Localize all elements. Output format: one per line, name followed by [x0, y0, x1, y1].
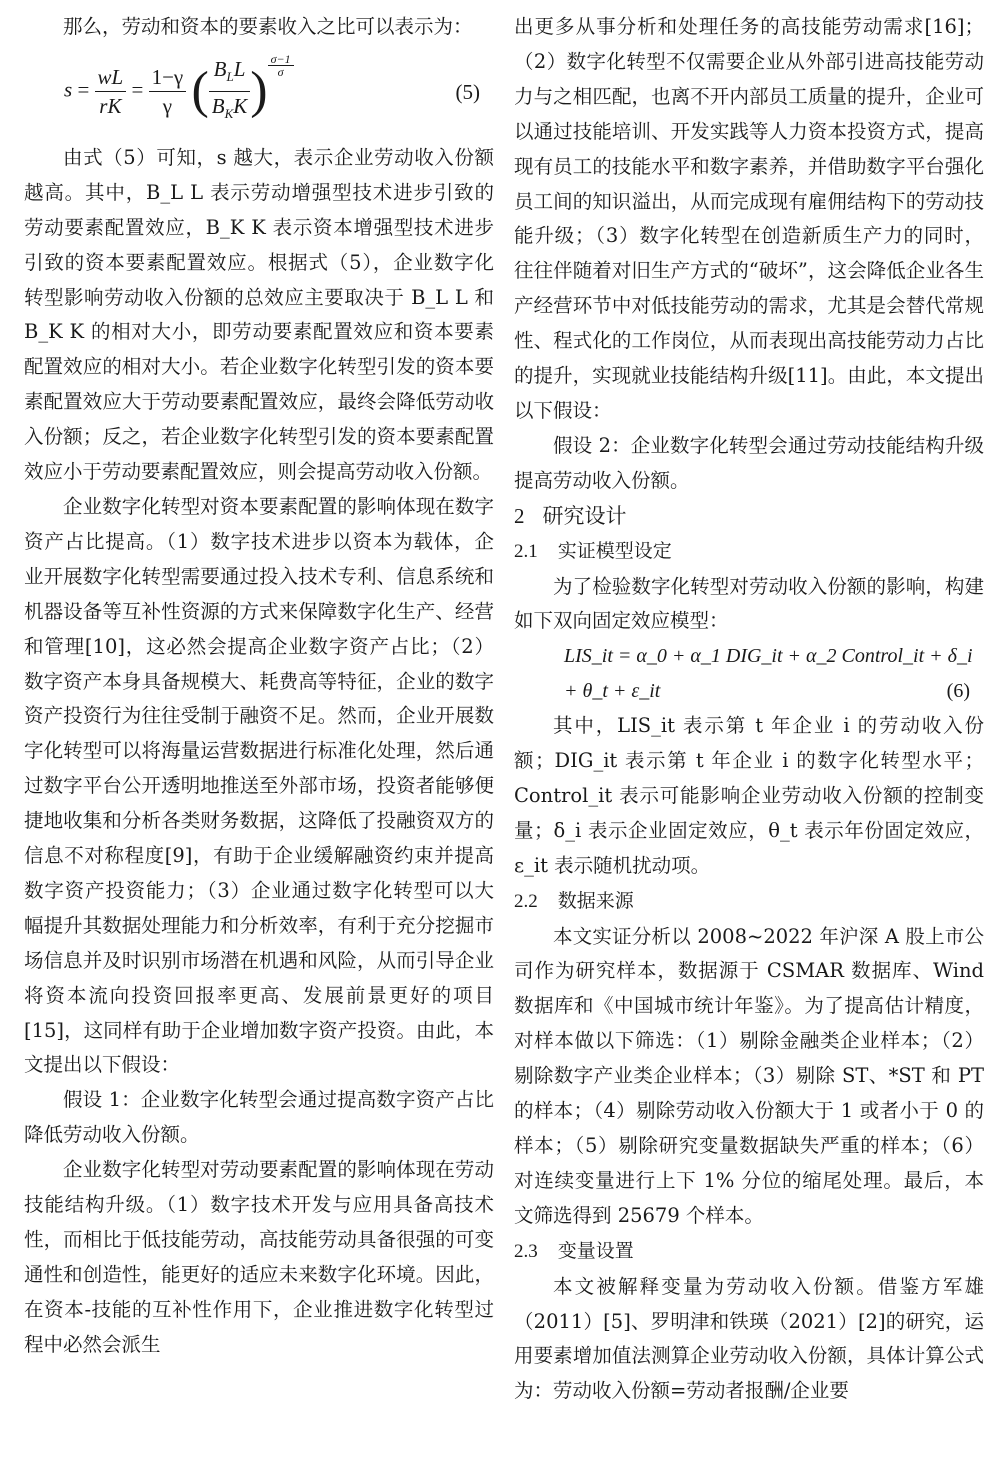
paragraph-3-continued: 出更多从事分析和处理任务的高技能劳动需求[16]；（2）数字化转型不仅需要企业从外部引进高技能劳动力与之相匹配，也离不开内部员工质量的提升，企业可以通过技能培训、开发实践等人力资本投资方式，提高现有员工的技能水平和数字素养，并借助数字平台强化员工间的知识溢出，从而完成现有雇佣结构下的劳动技能升级；（3）数字化转型在创造新质生产力的同时，往往伴随着对旧生产方式的“破坏”，这会降低企业各生产经营环节中对低技能劳动的需求，尤其是会替代常规性、程式化的工作岗位，从而表现出高技能劳动力占比的提升，实现就业技能结构升级[11]。由此，本文提出以下假设： [514, 15, 984, 422]
paragraph-1: 由式（5）可知，s 越大，表示企业劳动收入份额越高。其中，B_L L 表示劳动增强型技术进步引致的劳动要素配置效应，B_K K 表示资本增强型技术进步引致的资本要素配置效应。根据式（5），企业数字化转型影响劳动收入份额的总效应主要取决于 B_L L 和 B_K K 的相对大小，即劳动要素配置效应和资本要素配置效应的相对大小。若企业数字化转型引发的资本要素配置效应大于劳动要素配置效应，最终会降低劳动收入份额；反之，若企业数字化转型引发的资本要素配置效应小于劳动要素配置效应，则会提高劳动收入份额。 [24, 145, 494, 484]
section-heading-2-3: 2.3 变量设置 [514, 1239, 634, 1262]
paragraph-3: 企业数字化转型对劳动要素配置的影响体现在劳动技能结构升级。（1）数字技术开发与应用具备高技术性，而相比于低技能劳动，高技能劳动具备很强的可变通性和创造性，能更好的适应未来数字化环境。因此，在资本-技能的互补性作用下，企业推进数字化转型过程中必然会派生 [24, 1158, 494, 1356]
formula-5: s = $\frac{wL}{rK}$ = $\frac{1-\gamma}{\gamma}$ ( $\frac{B_LL}{B_KK}$ ) $\frac{\sigma-1}{\sigma}$ (5) [24, 45, 494, 141]
section-heading-2: 2 研究设计 [514, 503, 627, 528]
formula-5-frac-2: $\frac{1-\gamma}{\gamma}$ [149, 63, 187, 120]
formula-5-number: (5) [455, 79, 480, 104]
paragraph-7: 本文被解释变量为劳动收入份额。借鉴方军雄（2011）[5]、罗明津和铁瑛（2021）[2]的研究，运用要素增加值法测算企业劳动收入份额，具体计算公式为：劳动收入份额=劳动者报酬/企业要 [514, 1274, 984, 1403]
formula-5-frac-3: $\frac{B_LL}{B_KK}$ [209, 55, 251, 128]
formula-5-exponent: $\frac{\sigma-1}{\sigma}$ [268, 53, 294, 78]
hypothesis-2: 假设 2：企业数字化转型会通过劳动技能结构升级提高劳动收入份额。 [514, 433, 984, 492]
section-heading-2-1: 2.1 实证模型设定 [514, 539, 672, 562]
hypothesis-1: 假设 1：企业数字化转型会通过提高数字资产占比降低劳动收入份额。 [24, 1088, 494, 1147]
paragraph-2: 企业数字化转型对资本要素配置的影响体现在数字资产占比提高。（1）数字技术进步以资本为载体，企业开展数字化转型需要通过投入技术专利、信息系统和机器设备等互补性资源的方式来保障数字化生产、经营和管理[10]，这必然会提高企业数字资产占比；（2）数字资产本身具备规模大、耗费高等特征，企业的数字资产投资行为往往受制于融资不足。然而，企业开展数字化转型可以将海量运营数据进行标准化处理，然后通过数字平台公开透明地推送至外部市场，投资者能够便捷地收集和分析各类财务数据，这降低了投融资双方的信息不对称程度[9]，有助于企业缓解融资约束并提高数字资产投资能力；（3）企业通过数字化转型可以大幅提升其数据处理能力和分析效率，有利于充分挖掘市场信息并及时识别市场潜在机遇和风险，从而引导企业将资本流向投资回报率更高、发展前景更好的项目[15]，这同样有助于企业增加数字资产投资。由此，本文提出以下假设： [24, 494, 494, 1077]
paragraph-4: 为了检验数字化转型对劳动收入份额的影响，构建如下双向固定效应模型： [514, 574, 984, 633]
formula-6-number: (6) [946, 680, 970, 703]
formula-intro: 那么，劳动和资本的要素收入之比可以表示为： [63, 15, 473, 38]
left-column [24, 10, 494, 1363]
formula-6 [514, 639, 984, 709]
formula-5-lhs: s [64, 77, 73, 102]
section-heading-2-2: 2.2 数据来源 [514, 889, 634, 912]
formula-5-frac-1: $\frac{wL}{rK}$ [95, 63, 127, 120]
formula-5-eq: = [77, 77, 90, 102]
paragraph-5: 其中，LIS_it 表示第 t 年企业 i 的劳动收入份额；DIG_it 表示第 t 年企业 i 的数字化转型水平；Control_it 表示可能影响企业劳动收入份额的控制变量；δ_i 表示企业固定效应，θ_t 表示年份固定效应，ε_it 表示随机扰动项。 [514, 714, 984, 877]
paragraph-6: 本文实证分析以 2008~2022 年沪深 A 股上市公司作为研究样本，数据源于 CSMAR 数据库、Wind 数据库和《中国城市统计年鉴》。为了提高估计精度，对样本做以下筛选：（1）剔除金融类企业样本；（2）剔除数字产业类企业样本；（3）剔除 ST、*ST 和 PT 的样本；（4）剔除劳动收入份额大于 1 或者小于 0 的样本；（5）剔除研究变量数据缺失严重的样本；（6）对连续变量进行上下 1% 分位的缩尾处理。最后，本文筛选得到 25679 个样本。 [514, 924, 984, 1227]
formula-6-body: LIS_it = α_0 + α_1 DIG_it + α_2 Control_it + δ_i + θ_t + ε_it [564, 645, 973, 703]
right-column [514, 10, 984, 1409]
